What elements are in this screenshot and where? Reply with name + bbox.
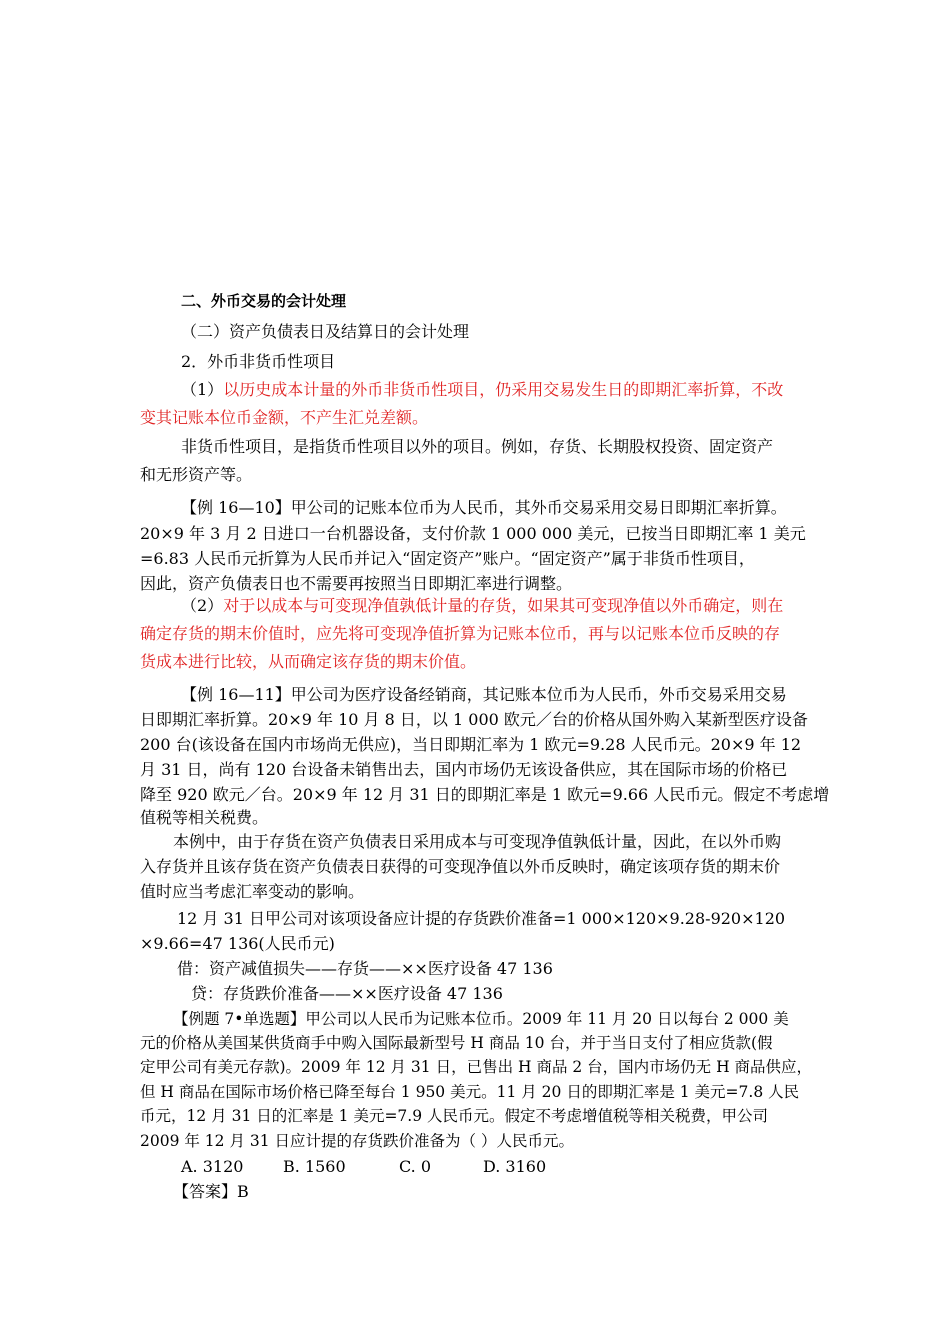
question-7-line: 币元，12 月 31 日的汇率是 1 美元=7.9 人民币元。假定不考虑增值税等相关税费，甲公司 xyxy=(140,1107,769,1125)
section-title: 二、外币交易的会计处理 xyxy=(181,292,347,310)
question-7-line: 2009 年 12 月 31 日应计提的存货跌价准备为（ ）人民币元。 xyxy=(140,1132,574,1150)
example-16-10-line: 20×9 年 3 月 2 日进口一台机器设备，支付价款 1 000 000 美元，已按当日即期汇率 1 美元 xyxy=(140,524,806,543)
answer: 【答案】B xyxy=(173,1182,249,1201)
question-7-line: 定甲公司有美元存款)。2009 年 12 月 31 日，已售出 H 商品 2 台，国内市场仍无 H 商品供应， xyxy=(140,1058,813,1076)
analysis-line: 本例中，由于存货在资产负债表日采用成本与可变现净值孰低计量，因此，在以外币购 xyxy=(173,832,782,851)
analysis-line: 入存货并且该存货在资产负债表日获得的可变现净值以外币反映时，确定该项存货的期末价 xyxy=(140,857,781,876)
journal-entry-credit: 贷：存货跌价准备——××医疗设备 47 136 xyxy=(191,984,503,1003)
example-16-11-line: 日即期汇率折算。20×9 年 10 月 8 日，以 1 000 欧元／台的价格从国外购入某新型医疗设备 xyxy=(140,710,808,729)
example-16-10-line: 因此，资产负债表日也不需要再按照当日即期汇率进行调整。 xyxy=(140,574,573,593)
para-3-text: 对于以成本与可变现净值孰低计量的存货，如果其可变现净值以外币确定，则在 xyxy=(223,596,784,615)
para-3-line-2: 确定存货的期末价值时，应先将可变现净值折算为记账本位币，再与以记账本位币反映的存 xyxy=(140,624,781,643)
example-16-10-line: =6.83 人民币元折算为人民币并记入“固定资产”账户。“固定资产”属于非货币性项目， xyxy=(140,549,755,568)
para-3-line-3: 货成本进行比较，从而确定该存货的期末价值。 xyxy=(140,652,477,671)
example-16-11-line: 月 31 日，尚有 120 台设备未销售出去，国内市场仍无该设备供应，其在国际市场的价格已 xyxy=(140,760,788,779)
option-b: B. 1560 xyxy=(283,1157,346,1176)
question-7-line: 但 H 商品在国际市场价格已降至每台 1 950 美元。11 月 20 日的即期汇率是 1 美元=7.8 人民 xyxy=(140,1083,800,1101)
para-2-line-1: 非货币性项目，是指货币性项目以外的项目。例如，存货、长期股权投资、固定资产 xyxy=(181,437,774,456)
para-1-text: 以历史成本计量的外币非货币性项目，仍采用交易发生日的即期汇率折算，不改 xyxy=(223,380,784,399)
para-1-number: （1） xyxy=(181,380,224,399)
example-16-11-line: 值税等相关税费。 xyxy=(140,808,269,827)
item-heading: 2．外币非货币性项目 xyxy=(181,352,336,371)
calculation-line: ×9.66=47 136(人民币元) xyxy=(140,934,335,953)
journal-entry-debit: 借：资产减值损失——存货——××医疗设备 47 136 xyxy=(177,959,553,978)
para-3-number: （2） xyxy=(181,596,224,615)
calculation-line: 12 月 31 日甲公司对该项设备应计提的存货跌价准备=1 000×120×9.28-920×120 xyxy=(177,909,786,928)
example-16-11-line: 【例 16—11】甲公司为医疗设备经销商，其记账本位币为人民币，外币交易采用交易 xyxy=(181,685,787,704)
question-7-line: 元的价格从美国某供货商手中购入国际最新型号 H 商品 10 台，并于当日支付了相应货款(假 xyxy=(140,1034,773,1052)
example-16-11-line: 200 台(该设备在国内市场尚无供应)，当日即期汇率为 1 欧元=9.28 人民币元。20×9 年 12 xyxy=(140,735,802,754)
para-1-line-1 xyxy=(181,381,783,399)
option-c: C. 0 xyxy=(399,1157,432,1176)
question-7-line: 【例题 7•单选题】甲公司以人民币为记账本位币。2009 年 11 月 20 日以每台 2 000 美 xyxy=(173,1010,789,1028)
option-a: A. 3120 xyxy=(181,1157,244,1176)
subsection-title: （二）资产负债表日及结算日的会计处理 xyxy=(181,322,470,341)
para-2-line-2: 和无形资产等。 xyxy=(140,465,253,484)
analysis-line: 值时应当考虑汇率变动的影响。 xyxy=(140,882,365,901)
para-3-line-1 xyxy=(181,597,783,615)
example-16-10-line: 【例 16—10】甲公司的记账本位币为人民币，其外币交易采用交易日即期汇率折算。 xyxy=(181,498,787,517)
example-16-11-line: 降至 920 欧元／台。20×9 年 12 月 31 日的即期汇率是 1 欧元=9.66 人民币元。假定不考虑增 xyxy=(140,785,830,804)
option-d: D. 3160 xyxy=(483,1157,547,1176)
para-1-line-2: 变其记账本位币金额，不产生汇兑差额。 xyxy=(140,408,429,427)
